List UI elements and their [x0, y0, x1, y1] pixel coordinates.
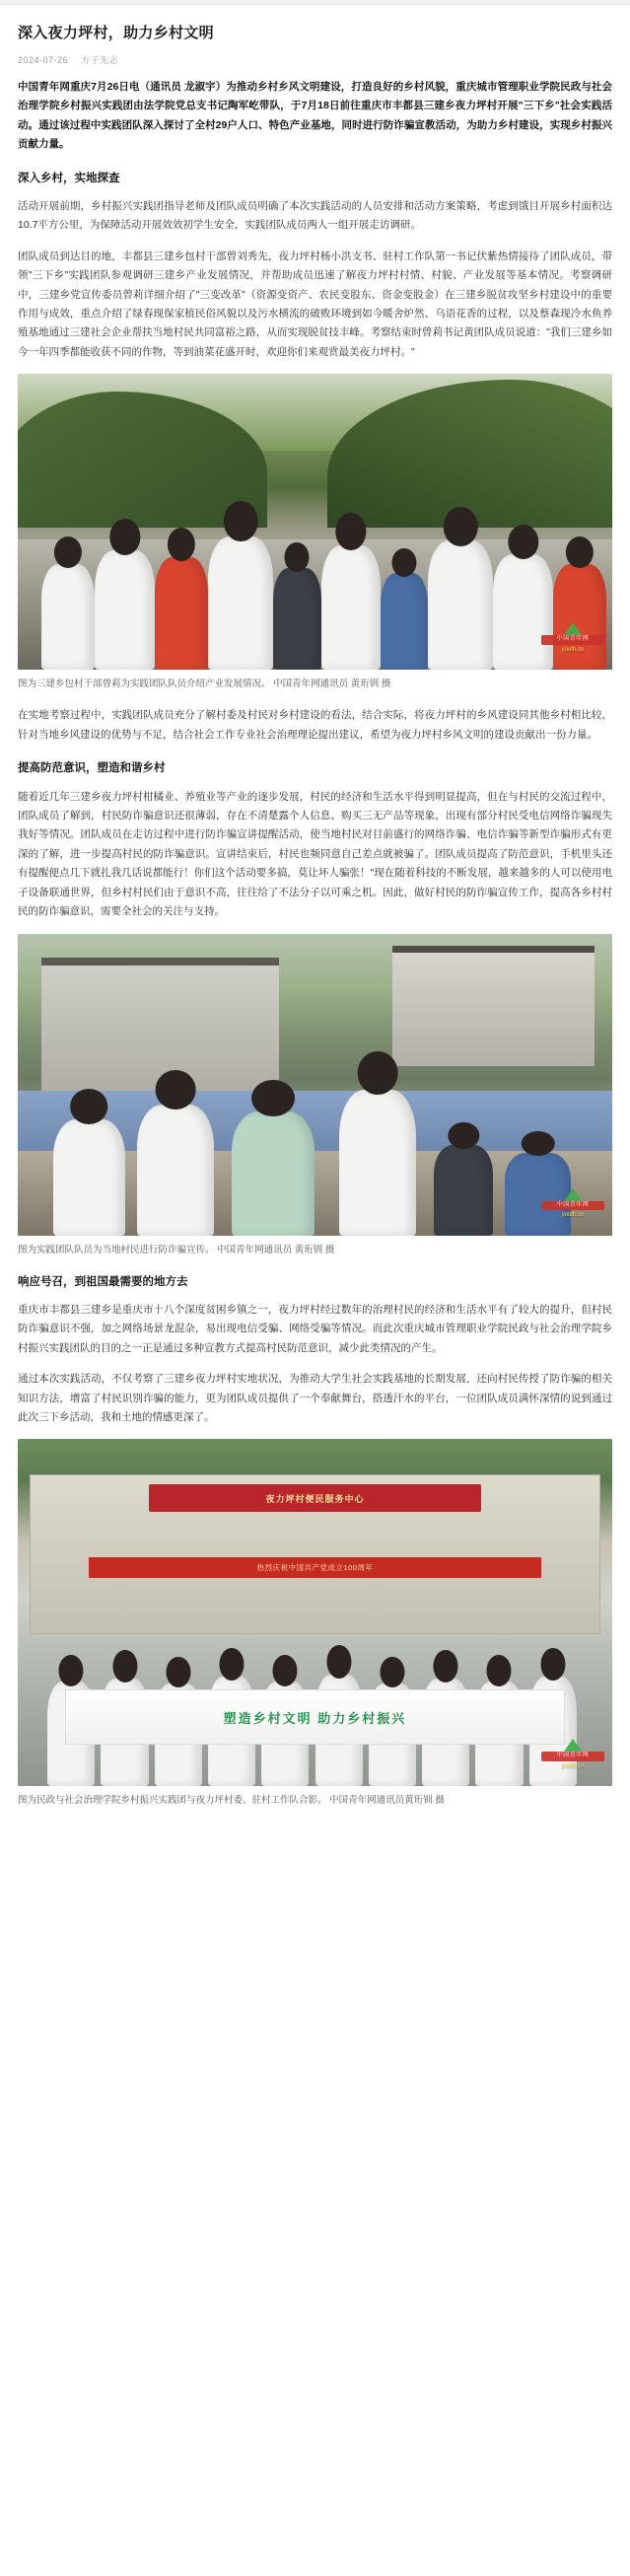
watermark-logo — [541, 1188, 604, 1228]
figure-3 — [18, 1439, 612, 1809]
leaf-icon — [564, 622, 582, 635]
paragraph-3: 团队成员到达目的地，丰都县三建乡包村干部曾刘秀先，夜力坪村杨小洪支书、驻村工作队第一书记伏紫热情接待了团队成员，带领"三下乡"实践团队参观调研三建乡产业发展情况，并帮助成员迅速了解夜力坪村村情、村貌、产业发展等基本情况。考察调研中，三建乡党宣传委员曾莉详细介绍了"三变改革"（资源变资产、农民变股东、资金变股金）在三建乡脱贫攻坚乡村建设中的重要作用与成效，重点介绍了绿春现保家植民俗风貌以及污水横流的破败环境到如今暖舍炉然、乌语花香的过程，以及蔡森现冷水鱼养殖基地通过三建社会企业帮扶当地村民共同富裕之路，从而实现脱贫技丰峰。考察结束时曾莉书记黄团队成员说道："我们三建乡如今一年四季都能收获不同的作物，等到油菜花盛开时，欢迎你们来观赏最美夜力坪村。" — [18, 250, 612, 358]
watermark-logo — [541, 1739, 604, 1778]
person-figure — [137, 1105, 214, 1236]
watermark-sub: youth.cn — [561, 1762, 585, 1769]
publish-date: 2024-07-26 — [18, 55, 69, 65]
person-figure — [53, 1119, 124, 1236]
watermark-logo — [541, 622, 604, 662]
paragraph-2: 活动开展前期，乡村振兴实践团指导老师及团队成员明确了本次实践活动的人员安排和活动方案策略，考虑到饿目开展乡村面积达10.7平方公里，为保障活动开展效效初学生安全，实践团队成员两人一组开展走访调研。 — [18, 199, 612, 232]
article-author: 方子先志 — [81, 55, 119, 65]
figure-caption: 图为三建乡包村干部曾莉为实践团队队员介绍产业发展情况。 中国青年网通讯员 黄珩钏 摄 — [18, 679, 391, 690]
article-photo-2 — [18, 934, 612, 1236]
leaf-icon — [564, 1188, 582, 1201]
person-figure — [339, 1090, 416, 1236]
figure-1 — [18, 374, 612, 692]
photo3-white-banner: 塑造乡村文明 助力乡村振兴 — [65, 1689, 565, 1745]
person-figure — [321, 545, 381, 670]
person-figure — [208, 537, 273, 671]
person-figure — [273, 568, 320, 670]
section-3-paragraph-1: 重庆市丰都县三建乡是重庆市十八个深度贫困乡镇之一，夜力坪村经过数年的治理村民的经济和生活水平有了较大的提升，但村民防诈骗意识不强，加之网络场景龙混杂，易出现电信受骗、网络受骗等情况。而此次重庆城市管理职业学院民政与社会治理学院乡村振兴实践团队的目的之一正是通过多种宣教方式提高村民防范意识，减少此类情况的产生。 — [18, 1303, 612, 1354]
section-3-paragraph-2: 通过本次实践活动，不仅考察了三建乡夜力坪村实地状况，为推动大学生社会实践基地的长期发展，还向村民传授了防诈骗的相关知识方法，增富了村民识别诈骗的能力，更为团队成员提供了一个奉献舞台，搭透汗水的平台，一位团队成员满怀深情的说到通过此次三下乡活动，我和土地的情感更深了。 — [18, 1373, 612, 1423]
lead-paragraph: 中国青年网重庆7月26日电（通讯员 龙淑宇）为推动乡村乡风文明建设，打造良好的乡村风貌，重庆城市管理职业学院民政与社会治理学院乡村振兴实践团由法学院党总支书记陶军屹带队，于7月18日前往重庆市丰都县三建乡夜力坪村开展"三下乡"社会实践活动。通过该过程中实践团队深入探讨了全村29户人口、特色产业基地，同时进行防诈骗宣教活动，为助力乡村建设，实现乡村振兴贡献力量。 — [18, 81, 612, 151]
person-figure — [95, 550, 154, 671]
watermark-brand: 中国青年网 — [541, 1201, 604, 1211]
photo3-service-center-sign: 夜力坪村便民服务中心 — [149, 1484, 482, 1512]
watermark-sub: youth.cn — [561, 1212, 585, 1218]
leaf-icon — [564, 1739, 582, 1752]
photo3-red-banner: 热烈庆祝中国共产党成立100周年 — [89, 1557, 540, 1578]
person-figure — [232, 1111, 315, 1235]
figure-2 — [18, 934, 612, 1258]
section-1-paragraph-1: 在实地考察过程中，实践团队成员充分了解村委及村民对乡村建设的看法，结合实际，将夜力坪村的乡风建设同其他乡村相比较，针对当地乡风建设的优势与不足，结合社会工作专业社会治理理论提出建议，希望为夜力坪村乡风文明的建设贡献出一份力量。 — [18, 709, 612, 741]
person-figure — [434, 1145, 493, 1235]
photo1-people-group — [18, 439, 612, 670]
watermark-sub: youth.cn — [561, 646, 585, 653]
article-meta — [18, 53, 612, 66]
section-heading-1: 深入乡村，实地探查 — [18, 172, 120, 184]
figure-caption: 图为实践团队队员为当地村民进行防诈骗宣传。 中国青年网通讯员 黄珩钏 摄 — [18, 1244, 335, 1255]
page-title: 深入夜力坪村，助力乡村文明 — [18, 25, 214, 41]
figure-caption: 图为民政与社会治理学院乡村振兴实践团与夜力坪村委、驻村工作队合影。 中国青年网通讯员黄珩钏 摄 — [18, 1795, 445, 1807]
person-figure — [41, 564, 95, 671]
article-photo-1 — [18, 374, 612, 670]
article-body — [0, 5, 630, 1810]
person-figure — [381, 573, 428, 670]
section-2-paragraph-1: 随着近几年三建乡夜力坪村柑橘业、养殖业等产业的逐步发展，村民的经济和生活水平得到明显提高，但在与村民的交流过程中，团队成员了解到，村民防诈骗意识还很薄弱，存在不清楚露个人信息、购买三无产品等现象，出现有部分村民受电信网络诈骗现失我好等情况。团队成员在走访过程中进行防诈骗宣讲提醒活动，使当地村民对目前盛行的网络诈骗、电信诈骗等新型诈骗形式有更深的了解，进一步提高村民的防诈骗意识。宣讲结束后，村民也频同意自己差点就被骗了。团队成员提高了防范意识，手机里头还有提醒便点几下就扎我几话说都能行！你们这个活动要多搞，莫让坏人骗张！"现在随着科技的不断发展，越来越多的人可以使用电子设备联通世界，但乡村村民们由于意识不高，往往给了不法分子以可乘之机。因此，做好村民的防诈骗宣传工作，提高各乡村村民的防诈骗意识，需要全社会的关注与支持。 — [18, 790, 612, 918]
watermark-brand: 中国青年网 — [541, 635, 604, 645]
watermark-brand: 中国青年网 — [541, 1752, 604, 1761]
section-heading-2: 提高防范意识，塑造和谐乡村 — [18, 762, 166, 775]
section-heading-3: 响应号召，到祖国最需要的地方去 — [18, 1275, 188, 1288]
person-figure — [428, 540, 493, 670]
article-photo-3 — [18, 1439, 612, 1786]
photo2-people-group — [18, 1048, 612, 1236]
person-figure — [155, 557, 208, 671]
